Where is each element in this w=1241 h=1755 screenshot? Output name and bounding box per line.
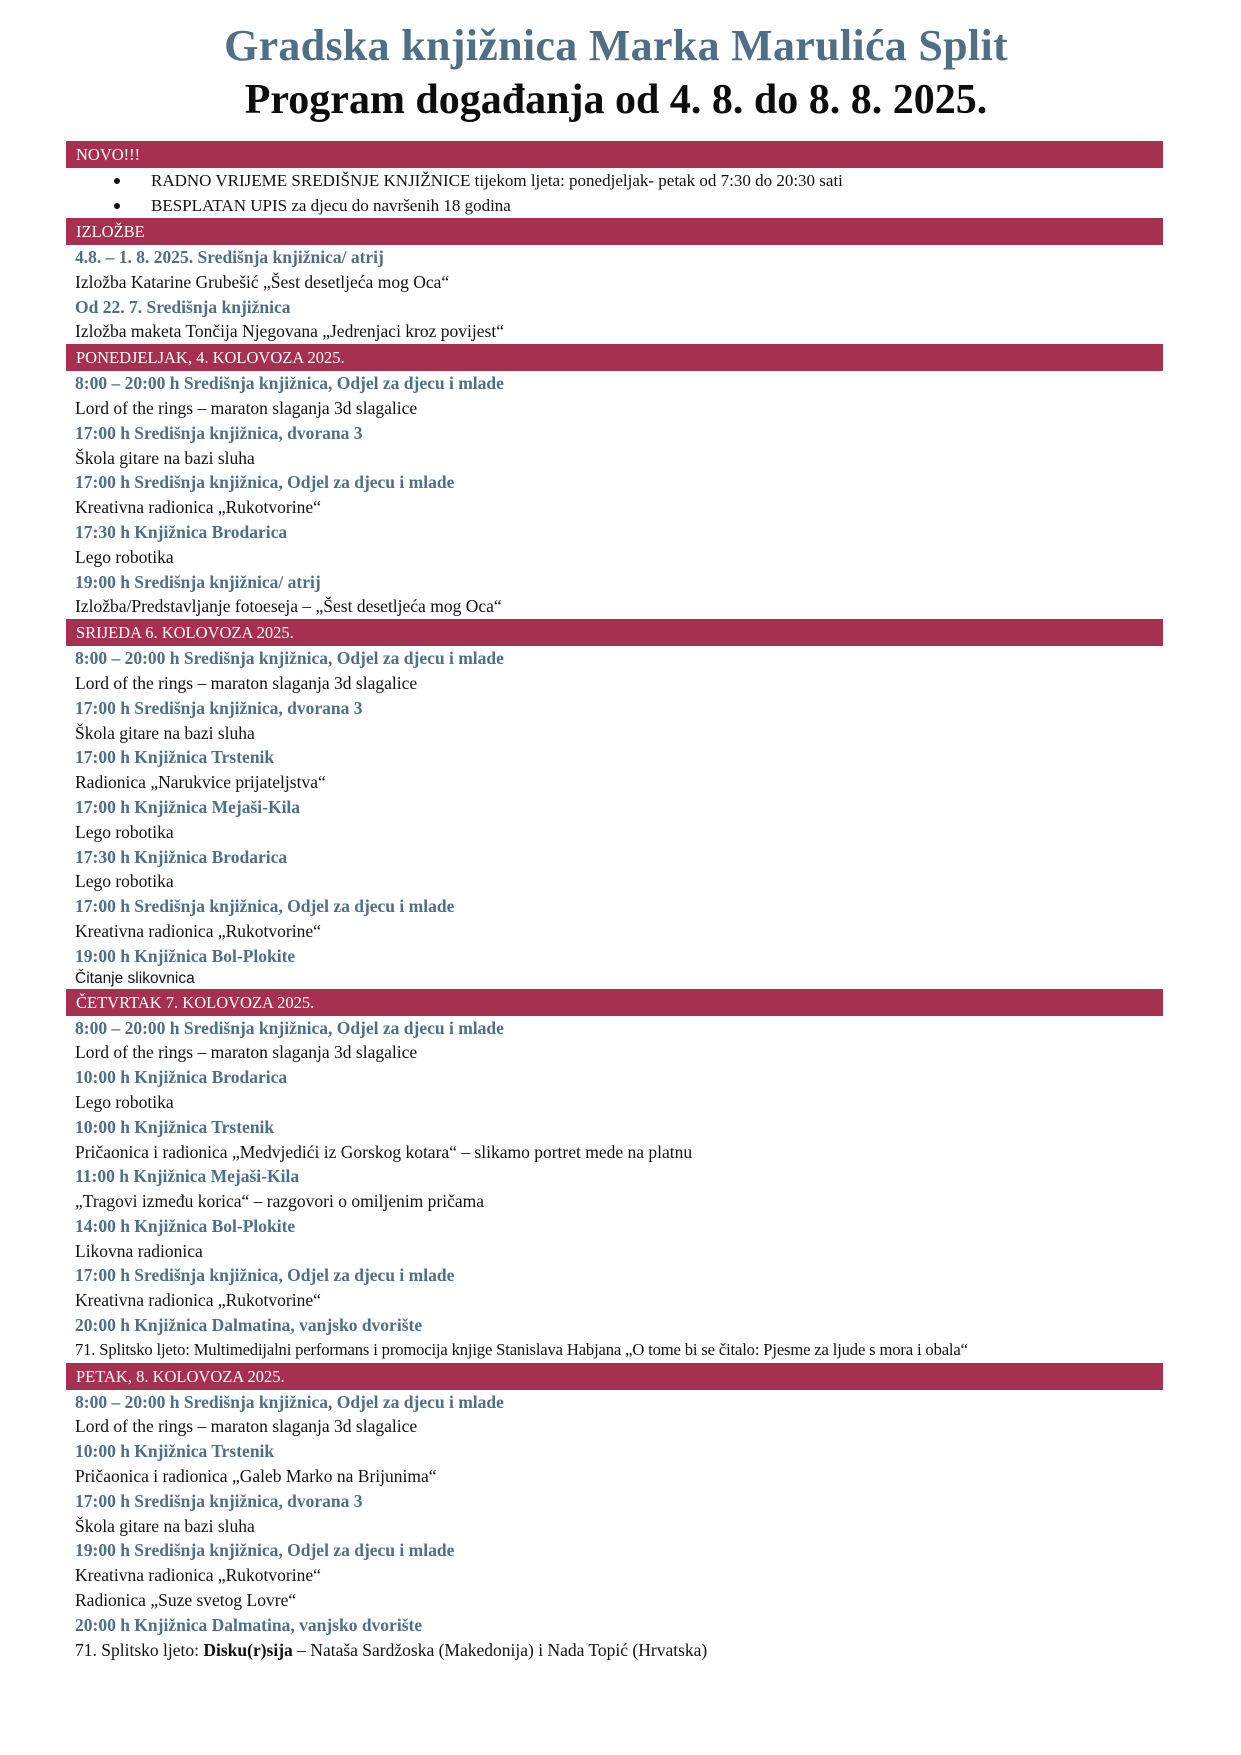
event-what: Lord of the rings – maraton slaganja 3d slagalice bbox=[75, 1042, 418, 1063]
day-bar-monday: PONEDJELJAK, 4. KOLOVOZA 2025. bbox=[66, 344, 1163, 371]
event-when: 20:00 h Knjižnica Dalmatina, vanjsko dvorište bbox=[75, 1614, 423, 1635]
event-what: Radionica „Suze svetog Lovre“ bbox=[75, 1590, 297, 1611]
event-what: Likovna radionica bbox=[75, 1240, 203, 1261]
event-when: Od 22. 7. Središnja knjižnica bbox=[75, 296, 291, 317]
program-title: Program događanja od 4. 8. do 8. 8. 2025. bbox=[244, 77, 988, 123]
bullet-icon bbox=[114, 178, 120, 184]
event-what: Lego robotika bbox=[75, 821, 174, 842]
event-when: 17:00 h Središnja knjižnica, Odjel za djecu i mlade bbox=[75, 1265, 455, 1286]
day-events-monday bbox=[66, 371, 1166, 619]
event-what: Kreativna radionica „Rukotvorine“ bbox=[75, 920, 321, 941]
event-when: 10:00 h Knjižnica Trstenik bbox=[75, 1441, 275, 1462]
event-when: 19:00 h Središnja knjižnica/ atrij bbox=[75, 571, 321, 592]
day-events-wednesday bbox=[66, 646, 1166, 988]
event-what: Lego robotika bbox=[75, 871, 174, 892]
event-what: „Tragovi između korica“ – razgovori o omiljenim pričama bbox=[75, 1191, 485, 1212]
event-when: 8:00 – 20:00 h Središnja knjižnica, Odjel za djecu i mlade bbox=[75, 373, 504, 394]
event-what: Kreativna radionica „Rukotvorine“ bbox=[75, 1565, 321, 1586]
event-when: 8:00 – 20:00 h Središnja knjižnica, Odjel za djecu i mlade bbox=[75, 1391, 504, 1412]
event-when: 4.8. – 1. 8. 2025. Središnja knjižnica/ atrij bbox=[75, 247, 384, 267]
event-when: 10:00 h Knjižnica Brodarica bbox=[75, 1067, 288, 1088]
document-page bbox=[66, 0, 1166, 1662]
event-what: Lord of the rings – maraton slaganja 3d slagalice bbox=[75, 672, 418, 693]
day-events-thursday bbox=[66, 1016, 1166, 1363]
event-what: Pričaonica i radionica „Galeb Marko na Brijunima“ bbox=[75, 1466, 437, 1487]
event-what: Izložba/Predstavljanje fotoeseja – „Šest desetljeća mog Oca“ bbox=[75, 596, 502, 617]
event-when: 17:00 h Središnja knjižnica, dvorana 3 bbox=[75, 422, 363, 443]
event-when: 19:00 h Središnja knjižnica, Odjel za djecu i mlade bbox=[75, 1540, 455, 1561]
event-when: 17:00 h Središnja knjižnica, dvorana 3 bbox=[75, 697, 363, 718]
event-what: Kreativna radionica „Rukotvorine“ bbox=[75, 1290, 321, 1311]
event-what: Lego robotika bbox=[75, 546, 174, 567]
day-bar-wednesday: SRIJEDA 6. KOLOVOZA 2025. bbox=[66, 619, 1163, 646]
event-what: Škola gitare na bazi sluha bbox=[75, 1515, 255, 1536]
event-what: Lego robotika bbox=[75, 1091, 174, 1112]
event-what: 71. Splitsko ljeto: Disku(r)sija – Nataša Sardžoska (Makedonija) i Nada Topić (Hrvatska) bbox=[75, 1639, 708, 1660]
event-when: 14:00 h Knjižnica Bol-Plokite bbox=[75, 1215, 296, 1236]
day-bar-thursday: ČETVRTAK 7. KOLOVOZA 2025. bbox=[66, 989, 1163, 1016]
event-when: 8:00 – 20:00 h Središnja knjižnica, Odjel za djecu i mlade bbox=[75, 1017, 504, 1038]
event-what: Škola gitare na bazi sluha bbox=[75, 447, 255, 468]
bullet-icon bbox=[114, 203, 120, 209]
event-what: Čitanje slikovnica bbox=[75, 969, 195, 987]
event-what: Lord of the rings – maraton slaganja 3d slagalice bbox=[75, 397, 418, 418]
event-when: 17:00 h Središnja knjižnica, Odjel za djecu i mlade bbox=[75, 896, 455, 917]
event-when: 8:00 – 20:00 h Središnja knjižnica, Odjel za djecu i mlade bbox=[75, 648, 504, 669]
list-item: RADNO VRIJEME SREDIŠNJE KNJIŽNICE tijekom ljeta: ponedjeljak- petak od 7:30 do 20:30 sati bbox=[66, 168, 1166, 193]
event-what: Škola gitare na bazi sluha bbox=[75, 722, 255, 743]
event-when: 17:00 h Središnja knjižnica, Odjel za djecu i mlade bbox=[75, 472, 455, 493]
list-item: BESPLATAN UPIS za djecu do navršenih 18 godina bbox=[66, 193, 1166, 218]
event-what: Kreativna radionica „Rukotvorine“ bbox=[75, 497, 321, 518]
event-when: 17:30 h Knjižnica Brodarica bbox=[75, 846, 288, 867]
event-what: Izložba maketa Tončija Njegovana „Jedrenjaci kroz povijest“ bbox=[75, 321, 504, 342]
event-when: 17:00 h Knjižnica Mejaši-Kila bbox=[75, 796, 301, 817]
library-title: Gradska knjižnica Marka Marulića Split bbox=[224, 21, 1008, 70]
day-events-friday bbox=[66, 1390, 1166, 1663]
event-what: Izložba Katarine Grubešić „Šest desetljeća mog Oca“ bbox=[75, 271, 450, 292]
event-what: Radionica „Narukvice prijateljstva“ bbox=[75, 772, 326, 793]
day-bar-friday: PETAK, 8. KOLOVOZA 2025. bbox=[66, 1363, 1163, 1390]
event-what: Pričaonica i radionica „Medvjedići iz Gorskog kotara“ – slikamo portret mede na platnu bbox=[75, 1141, 693, 1162]
event-when: 17:00 h Središnja knjižnica, dvorana 3 bbox=[75, 1490, 363, 1511]
event-when: 17:00 h Knjižnica Trstenik bbox=[75, 747, 275, 768]
event-what: 71. Splitsko ljeto: Multimedijalni performans i promocija knjige Stanislava Habjana „O tome bi se čitalo: Pjesme za ljude s mora i obala“ bbox=[75, 1339, 968, 1359]
event-when: 17:30 h Knjižnica Brodarica bbox=[75, 521, 288, 542]
novo-list bbox=[66, 168, 1166, 218]
section-bar-izlozbe: IZLOŽBE bbox=[66, 218, 1163, 245]
event-when: 11:00 h Knjižnica Mejaši-Kila bbox=[75, 1166, 300, 1187]
section-bar-novo: NOVO!!! bbox=[66, 141, 1163, 168]
event-when: 20:00 h Knjižnica Dalmatina, vanjsko dvorište bbox=[75, 1315, 423, 1336]
event-what: Lord of the rings – maraton slaganja 3d slagalice bbox=[75, 1416, 418, 1437]
izlozbe-list bbox=[66, 245, 1166, 344]
event-when: 19:00 h Knjižnica Bol-Plokite bbox=[75, 945, 296, 966]
event-when: 10:00 h Knjižnica Trstenik bbox=[75, 1116, 275, 1137]
